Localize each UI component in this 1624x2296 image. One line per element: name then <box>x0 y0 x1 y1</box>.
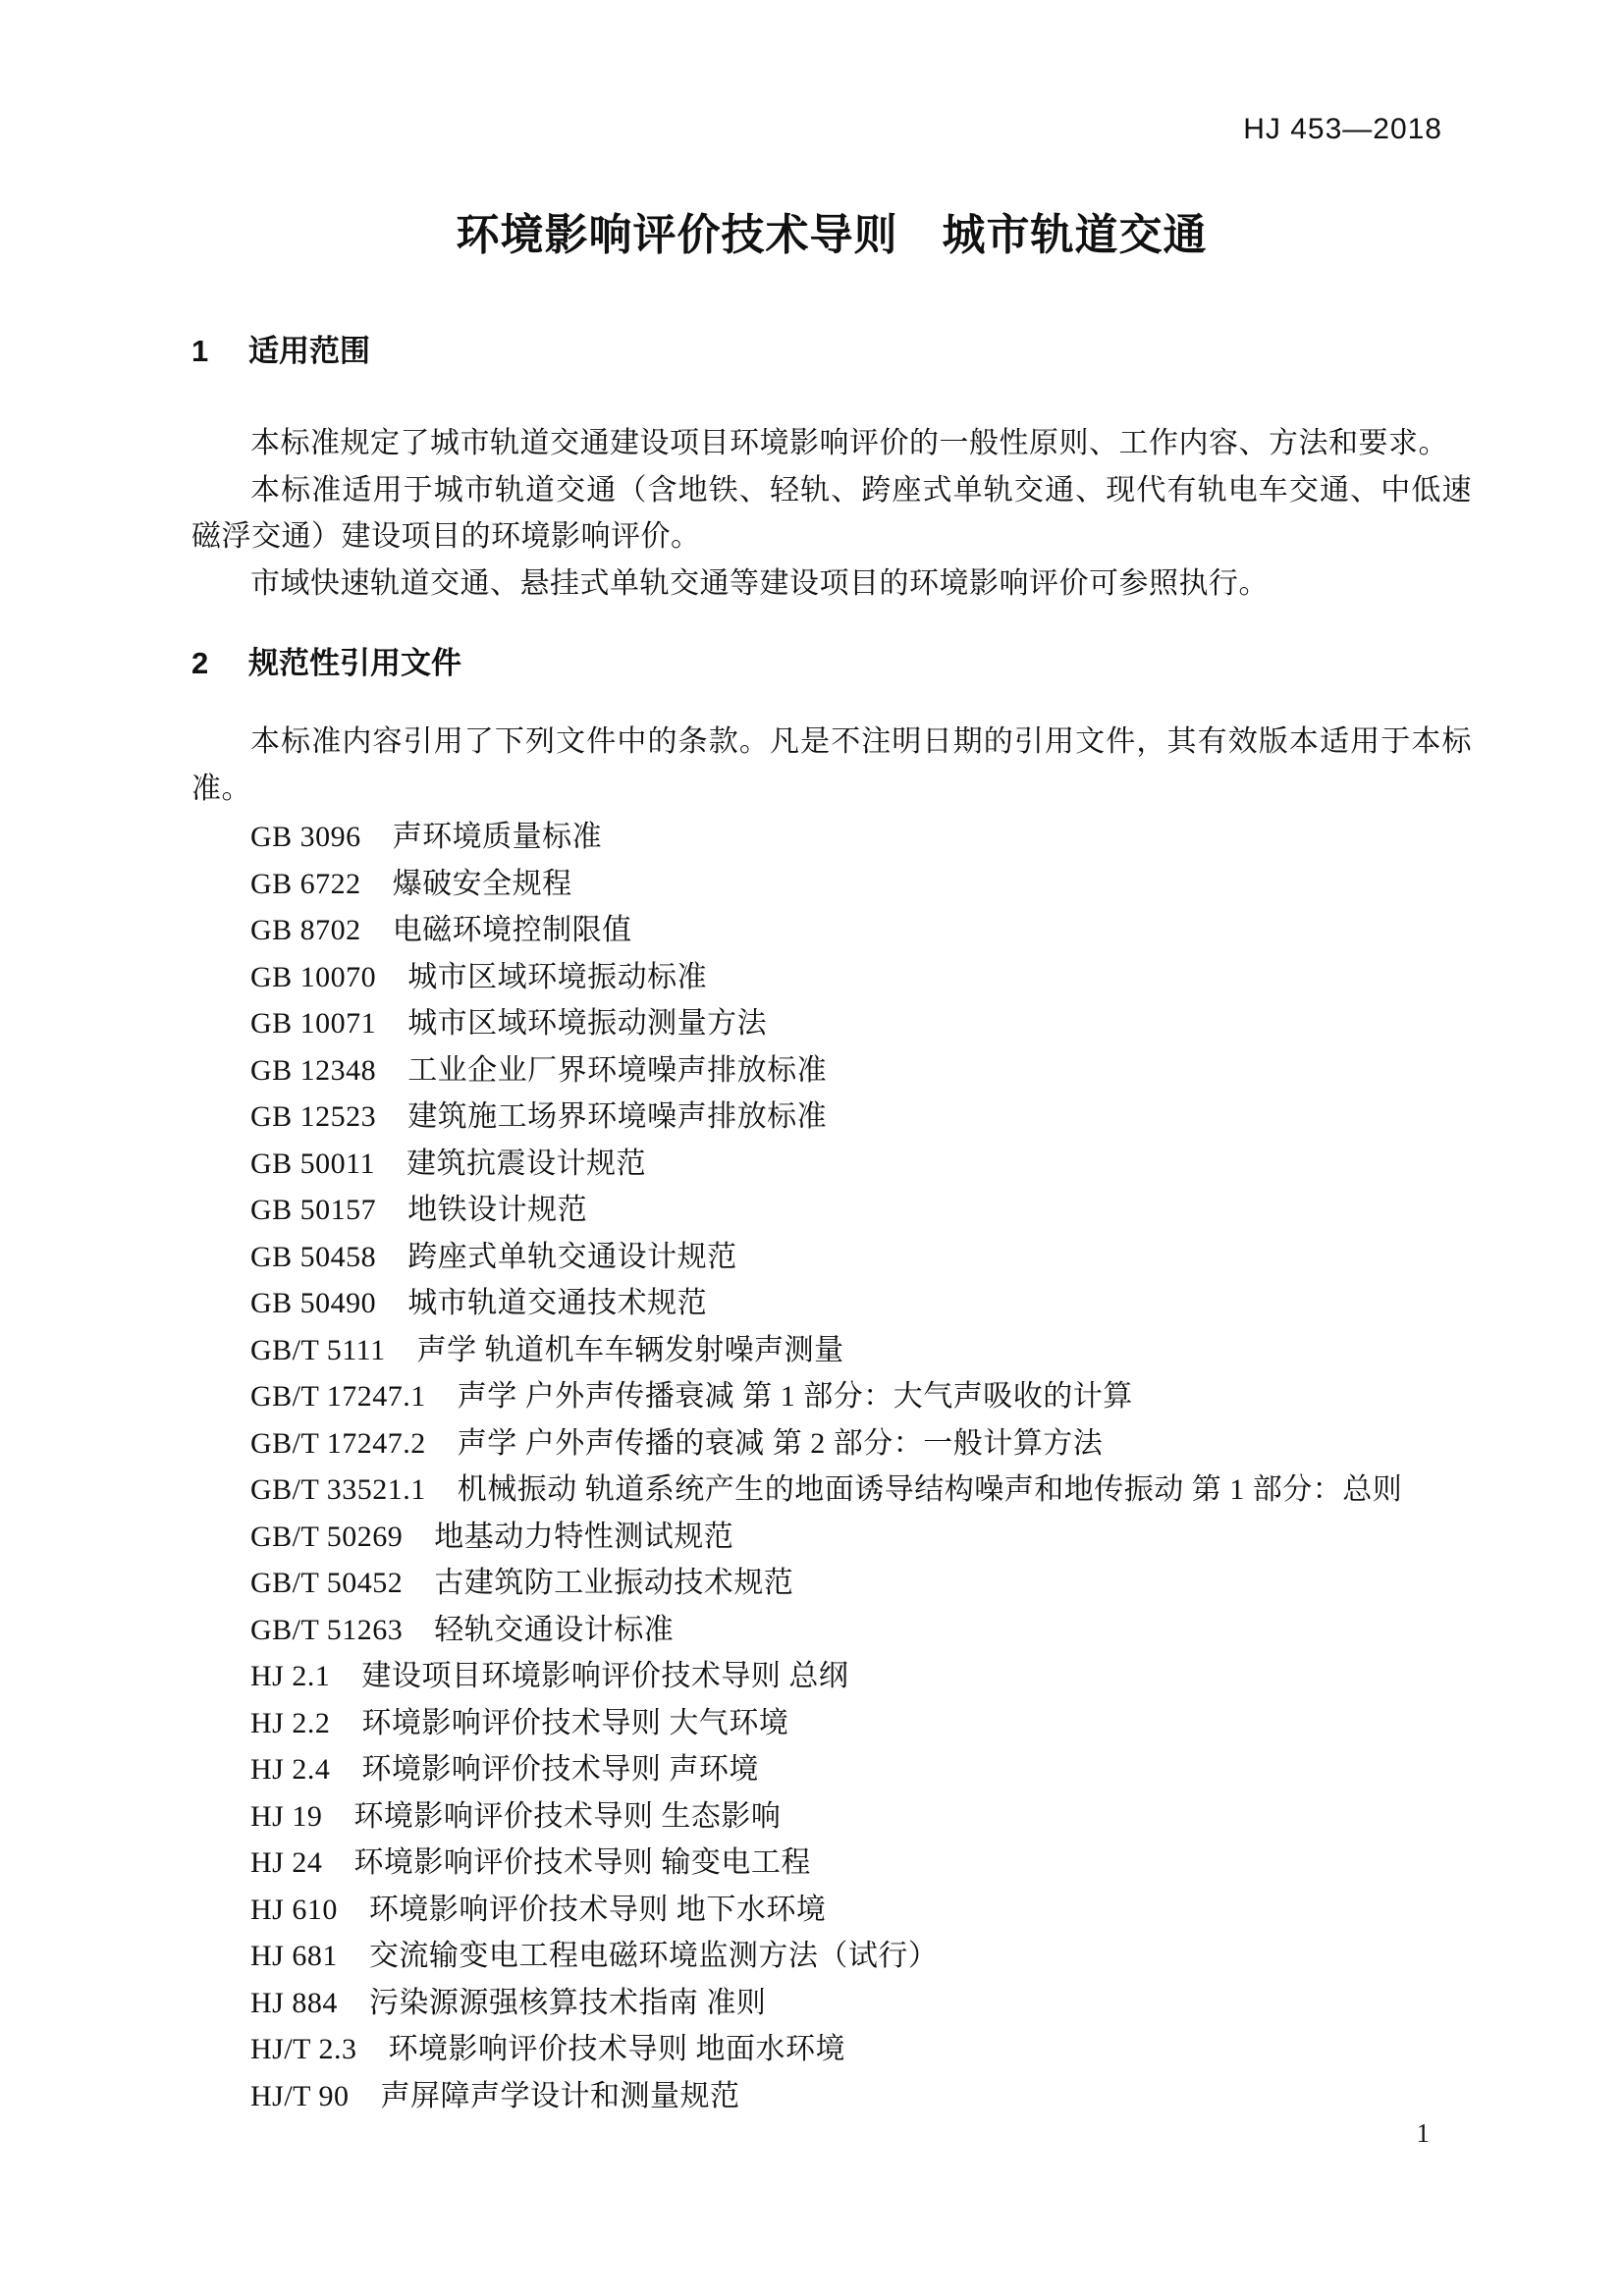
reference-code: HJ 2.1 <box>250 1660 331 1692</box>
reference-code: HJ 19 <box>250 1799 323 1833</box>
reference-code: HJ 681 <box>250 1940 338 1972</box>
section-1-heading <box>191 332 1472 371</box>
section-2-heading <box>191 644 1472 683</box>
reference-title: 环境影响评价技术导则 生态影响 <box>353 1799 782 1833</box>
reference-item <box>250 1746 1472 1793</box>
reference-title: 建筑抗震设计规范 <box>406 1147 647 1180</box>
reference-code: GB 50011 <box>250 1147 376 1180</box>
reference-code: HJ 884 <box>250 1986 338 2019</box>
reference-item <box>250 954 1472 1001</box>
section-2-heading-text: 规范性引用文件 <box>248 646 461 680</box>
reference-item <box>250 1327 1472 1374</box>
reference-code: HJ/T 90 <box>250 2079 350 2112</box>
reference-title: 交流输变电工程电磁环境监测方法（试行） <box>368 1940 939 1972</box>
reference-item <box>250 1933 1472 1980</box>
reference-title: 工业企业厂界环境噪声排放标准 <box>407 1053 828 1087</box>
reference-code: GB/T 17247.2 <box>250 1426 426 1460</box>
reference-title: 城市区域环境振动标准 <box>407 960 708 993</box>
reference-title: 声屏障声学设计和测量规范 <box>380 2079 740 2112</box>
reference-code: GB/T 50269 <box>250 1520 404 1553</box>
section-1-heading-text: 适用范围 <box>248 334 370 368</box>
reference-code: HJ/T 2.3 <box>250 2033 357 2065</box>
reference-title: 环境影响评价技术导则 地面水环境 <box>388 2033 845 2065</box>
references-intro-paragraph: 本标准内容引用了下列文件中的条款。凡是不注明日期的引用文件，其有效版本适用于本标准。 <box>191 725 1472 805</box>
reference-item <box>250 1373 1472 1420</box>
reference-code: GB/T 17247.1 <box>250 1380 426 1413</box>
reference-code: GB 10071 <box>250 1007 377 1040</box>
reference-title: 环境影响评价技术导则 输变电工程 <box>353 1846 811 1879</box>
reference-item <box>250 1047 1472 1095</box>
reference-code: GB 50490 <box>250 1287 377 1319</box>
reference-item <box>250 1840 1472 1887</box>
reference-title: 地基动力特性测试规范 <box>434 1520 734 1553</box>
reference-title: 环境影响评价技术导则 声环境 <box>361 1753 759 1786</box>
document-title: 环境影响评价技术导则 城市轨道交通 <box>456 211 1208 259</box>
reference-code: HJ 2.4 <box>250 1753 331 1786</box>
reference-code: HJ 2.2 <box>250 1706 331 1739</box>
reference-code: GB 12348 <box>250 1053 377 1087</box>
reference-code: GB 6722 <box>250 867 361 900</box>
section-1-body <box>191 420 1472 607</box>
reference-code: GB/T 51263 <box>250 1613 404 1646</box>
reference-item <box>250 1887 1472 1934</box>
reference-title: 古建筑防工业振动技术规范 <box>434 1567 794 1599</box>
reference-title: 电磁环境控制限值 <box>392 914 632 946</box>
reference-item <box>250 1094 1472 1141</box>
reference-title: 轻轨交通设计标准 <box>434 1613 675 1646</box>
reference-code: HJ 610 <box>250 1893 338 1926</box>
section-2-body <box>191 719 1472 2119</box>
standard-code-header: HJ 453—2018 <box>1243 113 1442 145</box>
reference-item <box>250 2026 1472 2073</box>
reference-item <box>250 1653 1472 1700</box>
reference-title: 建设项目环境影响评价技术导则 总纲 <box>361 1660 849 1692</box>
reference-title: 声环境质量标准 <box>392 821 603 853</box>
reference-title: 爆破安全规程 <box>392 867 572 900</box>
section-1-number: 1 <box>191 334 209 368</box>
reference-title: 污染源源强核算技术指南 准则 <box>368 1986 767 2019</box>
reference-item <box>250 1280 1472 1327</box>
reference-title: 跨座式单轨交通设计规范 <box>407 1240 737 1273</box>
reference-title: 机械振动 轨道系统产生的地面诱导结构噪声和地传振动 第 1 部分：总则 <box>457 1473 1403 1506</box>
reference-title: 声学 户外声传播的衰减 第 2 部分：一般计算方法 <box>457 1426 1104 1460</box>
paragraph: 市域快速轨道交通、悬挂式单轨交通等建设项目的环境影响评价可参照执行。 <box>250 566 1269 600</box>
reference-code: GB 3096 <box>250 821 361 853</box>
reference-list <box>191 814 1472 2119</box>
reference-item <box>250 1514 1472 1561</box>
reference-item <box>250 1141 1472 1188</box>
section-2-number: 2 <box>191 646 209 680</box>
reference-title: 地铁设计规范 <box>407 1194 588 1226</box>
reference-item <box>250 1000 1472 1047</box>
reference-item <box>250 1187 1472 1234</box>
reference-code: GB 50458 <box>250 1240 377 1273</box>
reference-code: GB 12523 <box>250 1100 377 1133</box>
reference-code: GB 50157 <box>250 1194 377 1226</box>
reference-title: 声学 轨道机车车辆发射噪声测量 <box>416 1333 844 1366</box>
reference-code: HJ 24 <box>250 1846 323 1879</box>
reference-title: 城市区域环境振动测量方法 <box>407 1007 768 1040</box>
reference-item <box>250 1607 1472 1654</box>
reference-item <box>250 1793 1472 1841</box>
reference-title: 声学 户外声传播衰减 第 1 部分：大气声吸收的计算 <box>457 1380 1133 1413</box>
reference-title: 环境影响评价技术导则 地下水环境 <box>368 1893 827 1926</box>
reference-title: 建筑施工场界环境噪声排放标准 <box>407 1100 828 1133</box>
reference-title: 环境影响评价技术导则 大气环境 <box>361 1706 789 1739</box>
reference-item <box>250 1980 1472 2027</box>
reference-item <box>250 1700 1472 1747</box>
reference-code: GB/T 50452 <box>250 1567 404 1599</box>
reference-item <box>250 1560 1472 1607</box>
reference-item <box>250 861 1472 908</box>
reference-item <box>250 2073 1472 2120</box>
paragraph: 本标准规定了城市轨道交通建设项目环境影响评价的一般性原则、工作内容、方法和要求。 <box>250 427 1448 459</box>
reference-item <box>250 814 1472 861</box>
reference-code: GB/T 5111 <box>250 1333 386 1366</box>
page-number: 1 <box>1416 2118 1430 2148</box>
reference-code: GB 8702 <box>250 914 361 946</box>
paragraph: 本标准适用于城市轨道交通（含地铁、轻轨、跨座式单轨交通、现代有轨电车交通、中低速磁浮交通）建设项目的环境影响评价。 <box>191 473 1472 553</box>
reference-code: GB 10070 <box>250 960 377 993</box>
reference-item <box>250 1467 1472 1514</box>
reference-code: GB/T 33521.1 <box>250 1473 426 1506</box>
reference-item <box>250 907 1472 954</box>
reference-item <box>250 1420 1472 1468</box>
reference-title: 城市轨道交通技术规范 <box>407 1287 708 1319</box>
reference-item <box>250 1234 1472 1281</box>
